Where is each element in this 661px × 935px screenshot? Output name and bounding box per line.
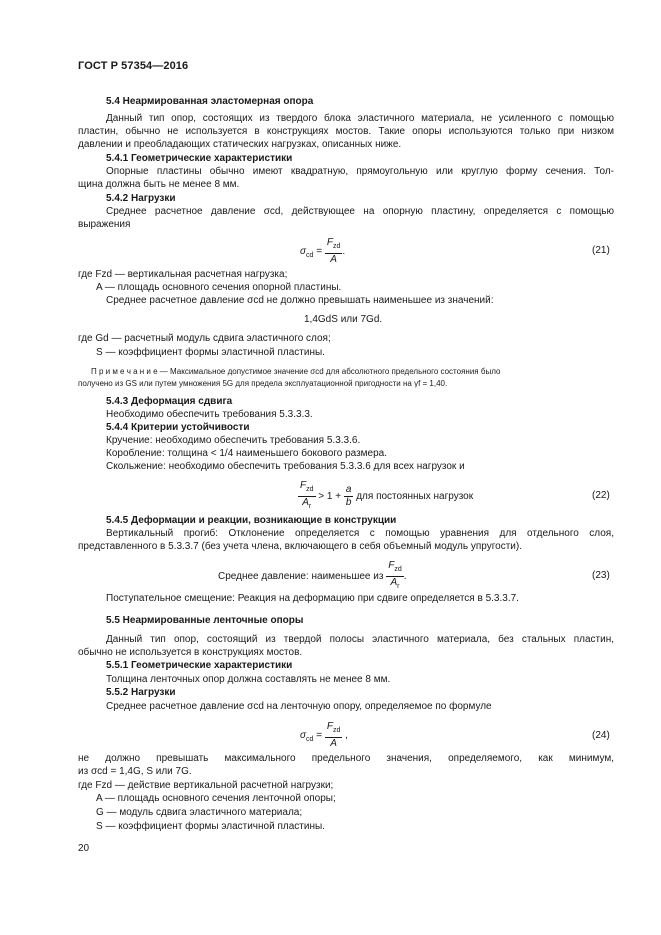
section-5-5-title: 5.5 Неармированные ленточные опоры (106, 615, 304, 626)
paragraph-line: Опорные пластины обычно имеют квадратную, прямоугольную или круглую форму сечения. Тол- (106, 166, 614, 177)
paragraph-line: Кручение: необходимо обеспечить требования 5.3.3.6. (106, 435, 361, 446)
section-5-4-2-title: 5.4.2 Нагрузки (106, 193, 176, 204)
page-number: 20 (78, 843, 90, 854)
equation-23-text: Среднее давление: наименьшее из (218, 571, 384, 583)
paragraph-line: Необходимо обеспечить требования 5.3.3.3. (106, 409, 313, 420)
where-line: где Gd — расчетный модуль сдвига эластичного слоя; (78, 333, 331, 344)
paragraph-line: не должно превышать максимального предельного значения, определяемого, как минимум, (78, 753, 614, 764)
section-5-4-4-title: 5.4.4 Критерии устойчивости (106, 422, 250, 433)
paragraph-line: Данный тип опор, состоящий из твердой полосы эластичного материала, без стальных пластин, (106, 634, 614, 645)
paragraph-line: Среднее расчетное давление σcd, действующее на опорную пластину, определяется с помощью (106, 206, 614, 217)
section-5-5-1-title: 5.5.1 Геометрические характеристики (106, 660, 293, 671)
paragraph-line: выражения (78, 219, 131, 230)
equation-number: (23) (592, 570, 610, 581)
paragraph-line: представленного в 5.3.3.7 (без учета члена, включающего в себя объемный модуль упругости). (78, 541, 523, 552)
where-line: G — модуль сдвига эластичного материала; (96, 807, 303, 818)
paragraph-line: Поступательное смещение: Реакция на деформацию при сдвиге определяется в 5.3.3.7. (106, 593, 519, 604)
paragraph-line: давлении и преобладающих статических нагрузках, описанных ниже. (78, 139, 402, 150)
where-line: A — площадь основного сечения опорной пластины. (96, 282, 342, 293)
section-5-4-1-title: 5.4.1 Геометрические характеристики (106, 153, 293, 164)
equation-21: $\sigma_{cd}$ = $\frac{F_{zd}}{A}$ . (300, 237, 346, 265)
paragraph-line: из σcd = 1,4G, S или 7G. (78, 766, 192, 777)
paragraph-line: Среднее расчетное давление σcd на ленточную опору, определяемое по формуле (106, 701, 492, 712)
paragraph-line: Вертикальный прогиб: Отклонение определяется с помощью уравнения для отдельного слоя, (106, 528, 614, 539)
equation-23: Среднее давление: наименьшее из $\frac{F_{zd}}{A_r}$ . (218, 560, 407, 590)
note-line: получено из GS или путем умножения 5G для предела эксплуатационной пригодности на γf = 1,40. (78, 379, 448, 388)
section-5-4-5-title: 5.4.5 Деформации и реакции, возникающие в конструкции (106, 515, 397, 526)
note-line: П р и м е ч а н и е — Максимальное допустимое значение σcd для абсолютного предельного состояния было (91, 367, 501, 376)
paragraph-line: Среднее расчетное давление σcd не должно превышать наименьшее из значений: (106, 295, 494, 306)
equation-22: $\frac{F_{zd}}{A_r}$ > 1 + $\frac{a}{b}$ для постоянных нагрузок (300, 480, 474, 510)
paragraph-line: Коробление: толщина < 1/4 наименьшего бокового размера. (106, 448, 388, 459)
paragraph-line: Скольжение: необходимо обеспечить требования 5.3.3.6 для всех нагрузок и (106, 461, 465, 472)
section-5-4-3-title: 5.4.3 Деформация сдвига (106, 396, 233, 407)
paragraph-line: Толщина ленточных опор должна составлять не менее 8 мм. (106, 674, 391, 685)
paragraph-line: щина должна быть не менее 8 мм. (78, 179, 240, 190)
document-header: ГОСТ Р 57354—2016 (78, 60, 189, 72)
equation-number: (21) (592, 245, 610, 256)
equation-number: (24) (592, 730, 610, 741)
where-line: S — коэффициент формы эластичной пластины. (96, 821, 325, 832)
equation-values: 1,4GdS или 7Gd. (304, 314, 383, 325)
paragraph-line: обычно не используется в конструкциях мостов. (78, 647, 303, 658)
equation-24: $\sigma_{cd}$ = $\frac{F_{zd}}{A}$ , (300, 721, 348, 749)
where-line: где Fzd — действие вертикальной расчетной нагрузки; (78, 780, 334, 791)
equation-22-text: для постоянных нагрузок (356, 491, 474, 503)
where-line: где Fzd — вертикальная расчетная нагрузка; (78, 269, 288, 280)
section-5-5-2-title: 5.5.2 Нагрузки (106, 687, 176, 698)
paragraph-line: пластин, обычно не используется в конструкциях мостов. Такие опоры используются только при низком (78, 126, 614, 137)
equation-number: (22) (592, 490, 610, 501)
section-5-4-title: 5.4 Неармированная эластомерная опора (106, 96, 314, 107)
where-line: A — площадь основного сечения ленточной опоры; (96, 793, 336, 804)
where-line: S — коэффициент формы эластичной пластины. (96, 347, 325, 358)
paragraph-line: Данный тип опор, состоящих из твердого блока эластичного материала, не усиленного с помощью (106, 113, 614, 124)
